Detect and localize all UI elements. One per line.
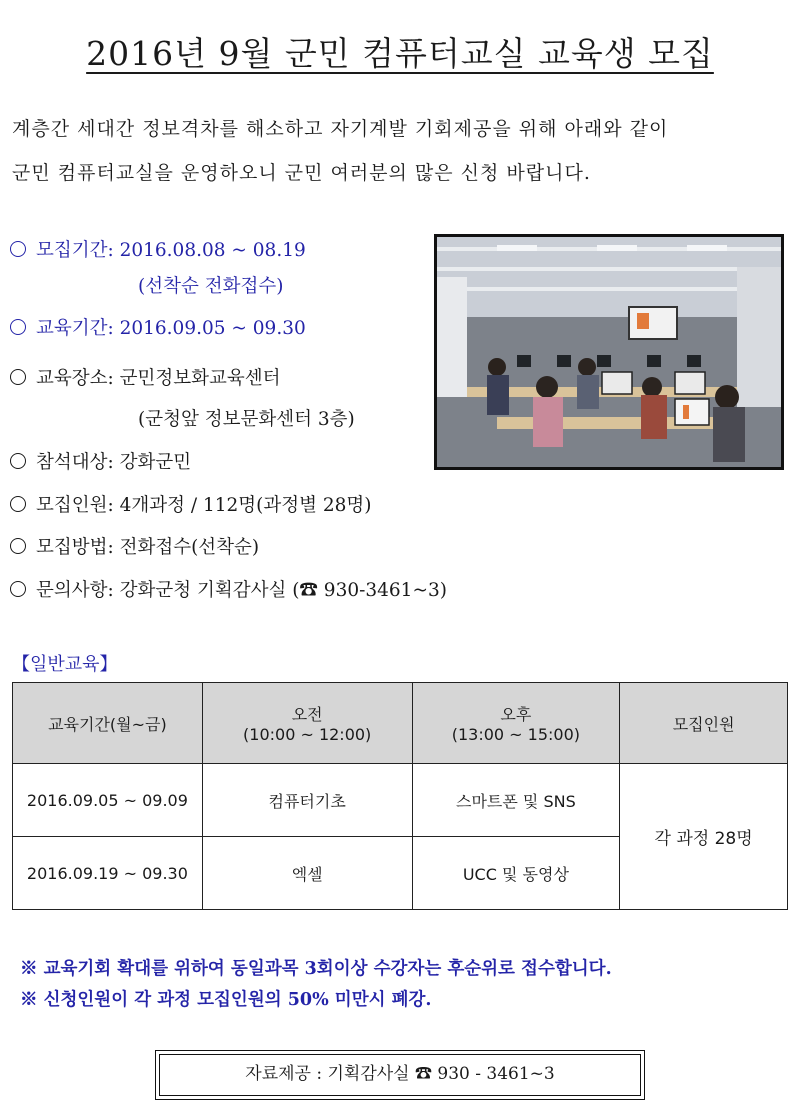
intro-line-1: 계층간 세대간 정보격차를 해소하고 자기계발 기회제공을 위해 아래와 같이 xyxy=(12,118,669,140)
info-contact: 문의사항: 강화군청 기획감사실 (☎ 930-3461~3) xyxy=(10,576,447,602)
info-target: 참석대상: 강화군민 xyxy=(10,448,191,474)
info-recruit-period-note: (선착순 전화접수) xyxy=(138,276,284,297)
classroom-photo xyxy=(434,234,784,470)
row-pm-course: 스마트폰 및 SNS xyxy=(412,764,620,837)
note-cancellation: ※ 신청인원이 각 과정 모집인원의 50% 미만시 폐강. xyxy=(20,990,432,1010)
schedule-table xyxy=(12,682,788,910)
header-pm-time: (13:00 ~ 15:00) xyxy=(451,725,581,744)
table-header-row xyxy=(13,683,788,764)
row-pm-course: UCC 및 동영상 xyxy=(412,837,620,910)
header-am-time: (10:00 ~ 12:00) xyxy=(243,725,372,744)
info-location: 교육장소: 군민정보화교육센터 xyxy=(10,364,280,390)
table-row xyxy=(13,764,788,837)
capacity-cell: 각 과정 28명 xyxy=(620,764,788,910)
header-pm-label: 오후 xyxy=(500,705,532,724)
footer-box xyxy=(155,1050,645,1100)
circle-bullet-icon xyxy=(10,581,26,597)
circle-bullet-icon xyxy=(10,241,26,257)
header-am-label: 오전 xyxy=(291,705,323,724)
circle-bullet-icon xyxy=(10,369,26,385)
header-capacity: 모집인원 xyxy=(620,683,788,764)
intro-line-2: 군민 컴퓨터교실을 운영하오니 군민 여러분의 많은 신청 바랍니다. xyxy=(12,162,591,184)
info-edu-period: 교육기간: 2016.09.05 ~ 09.30 xyxy=(10,314,306,340)
row-period: 2016.09.05 ~ 09.09 xyxy=(13,764,203,837)
info-capacity: 모집인원: 4개과정 / 112명(과정별 28명) xyxy=(10,491,372,517)
page-title: 2016년 9월 군민 컴퓨터교실 교육생 모집 xyxy=(86,34,714,73)
info-method: 모집방법: 전화접수(선착순) xyxy=(10,533,259,559)
note-priority: ※ 교육기회 확대를 위하여 동일과목 3회이상 수강자는 후순위로 접수합니다. xyxy=(20,959,612,979)
info-location-note: (군청앞 정보문화센터 3층) xyxy=(138,409,355,430)
header-am xyxy=(202,683,412,764)
footer-source: 자료제공 : 기획감사실 ☎ 930 - 3461~3 xyxy=(159,1054,641,1096)
row-am-course: 컴퓨터기초 xyxy=(202,764,412,837)
header-period: 교육기간(월~금) xyxy=(13,683,203,764)
circle-bullet-icon xyxy=(10,319,26,335)
circle-bullet-icon xyxy=(10,453,26,469)
circle-bullet-icon xyxy=(10,496,26,512)
row-am-course: 엑셀 xyxy=(202,837,412,910)
circle-bullet-icon xyxy=(10,538,26,554)
row-period: 2016.09.19 ~ 09.30 xyxy=(13,837,203,910)
info-recruit-period: 모집기간: 2016.08.08 ~ 08.19 xyxy=(10,236,306,262)
section-tag-general-education: 【일반교육】 xyxy=(12,654,118,675)
header-pm xyxy=(412,683,620,764)
